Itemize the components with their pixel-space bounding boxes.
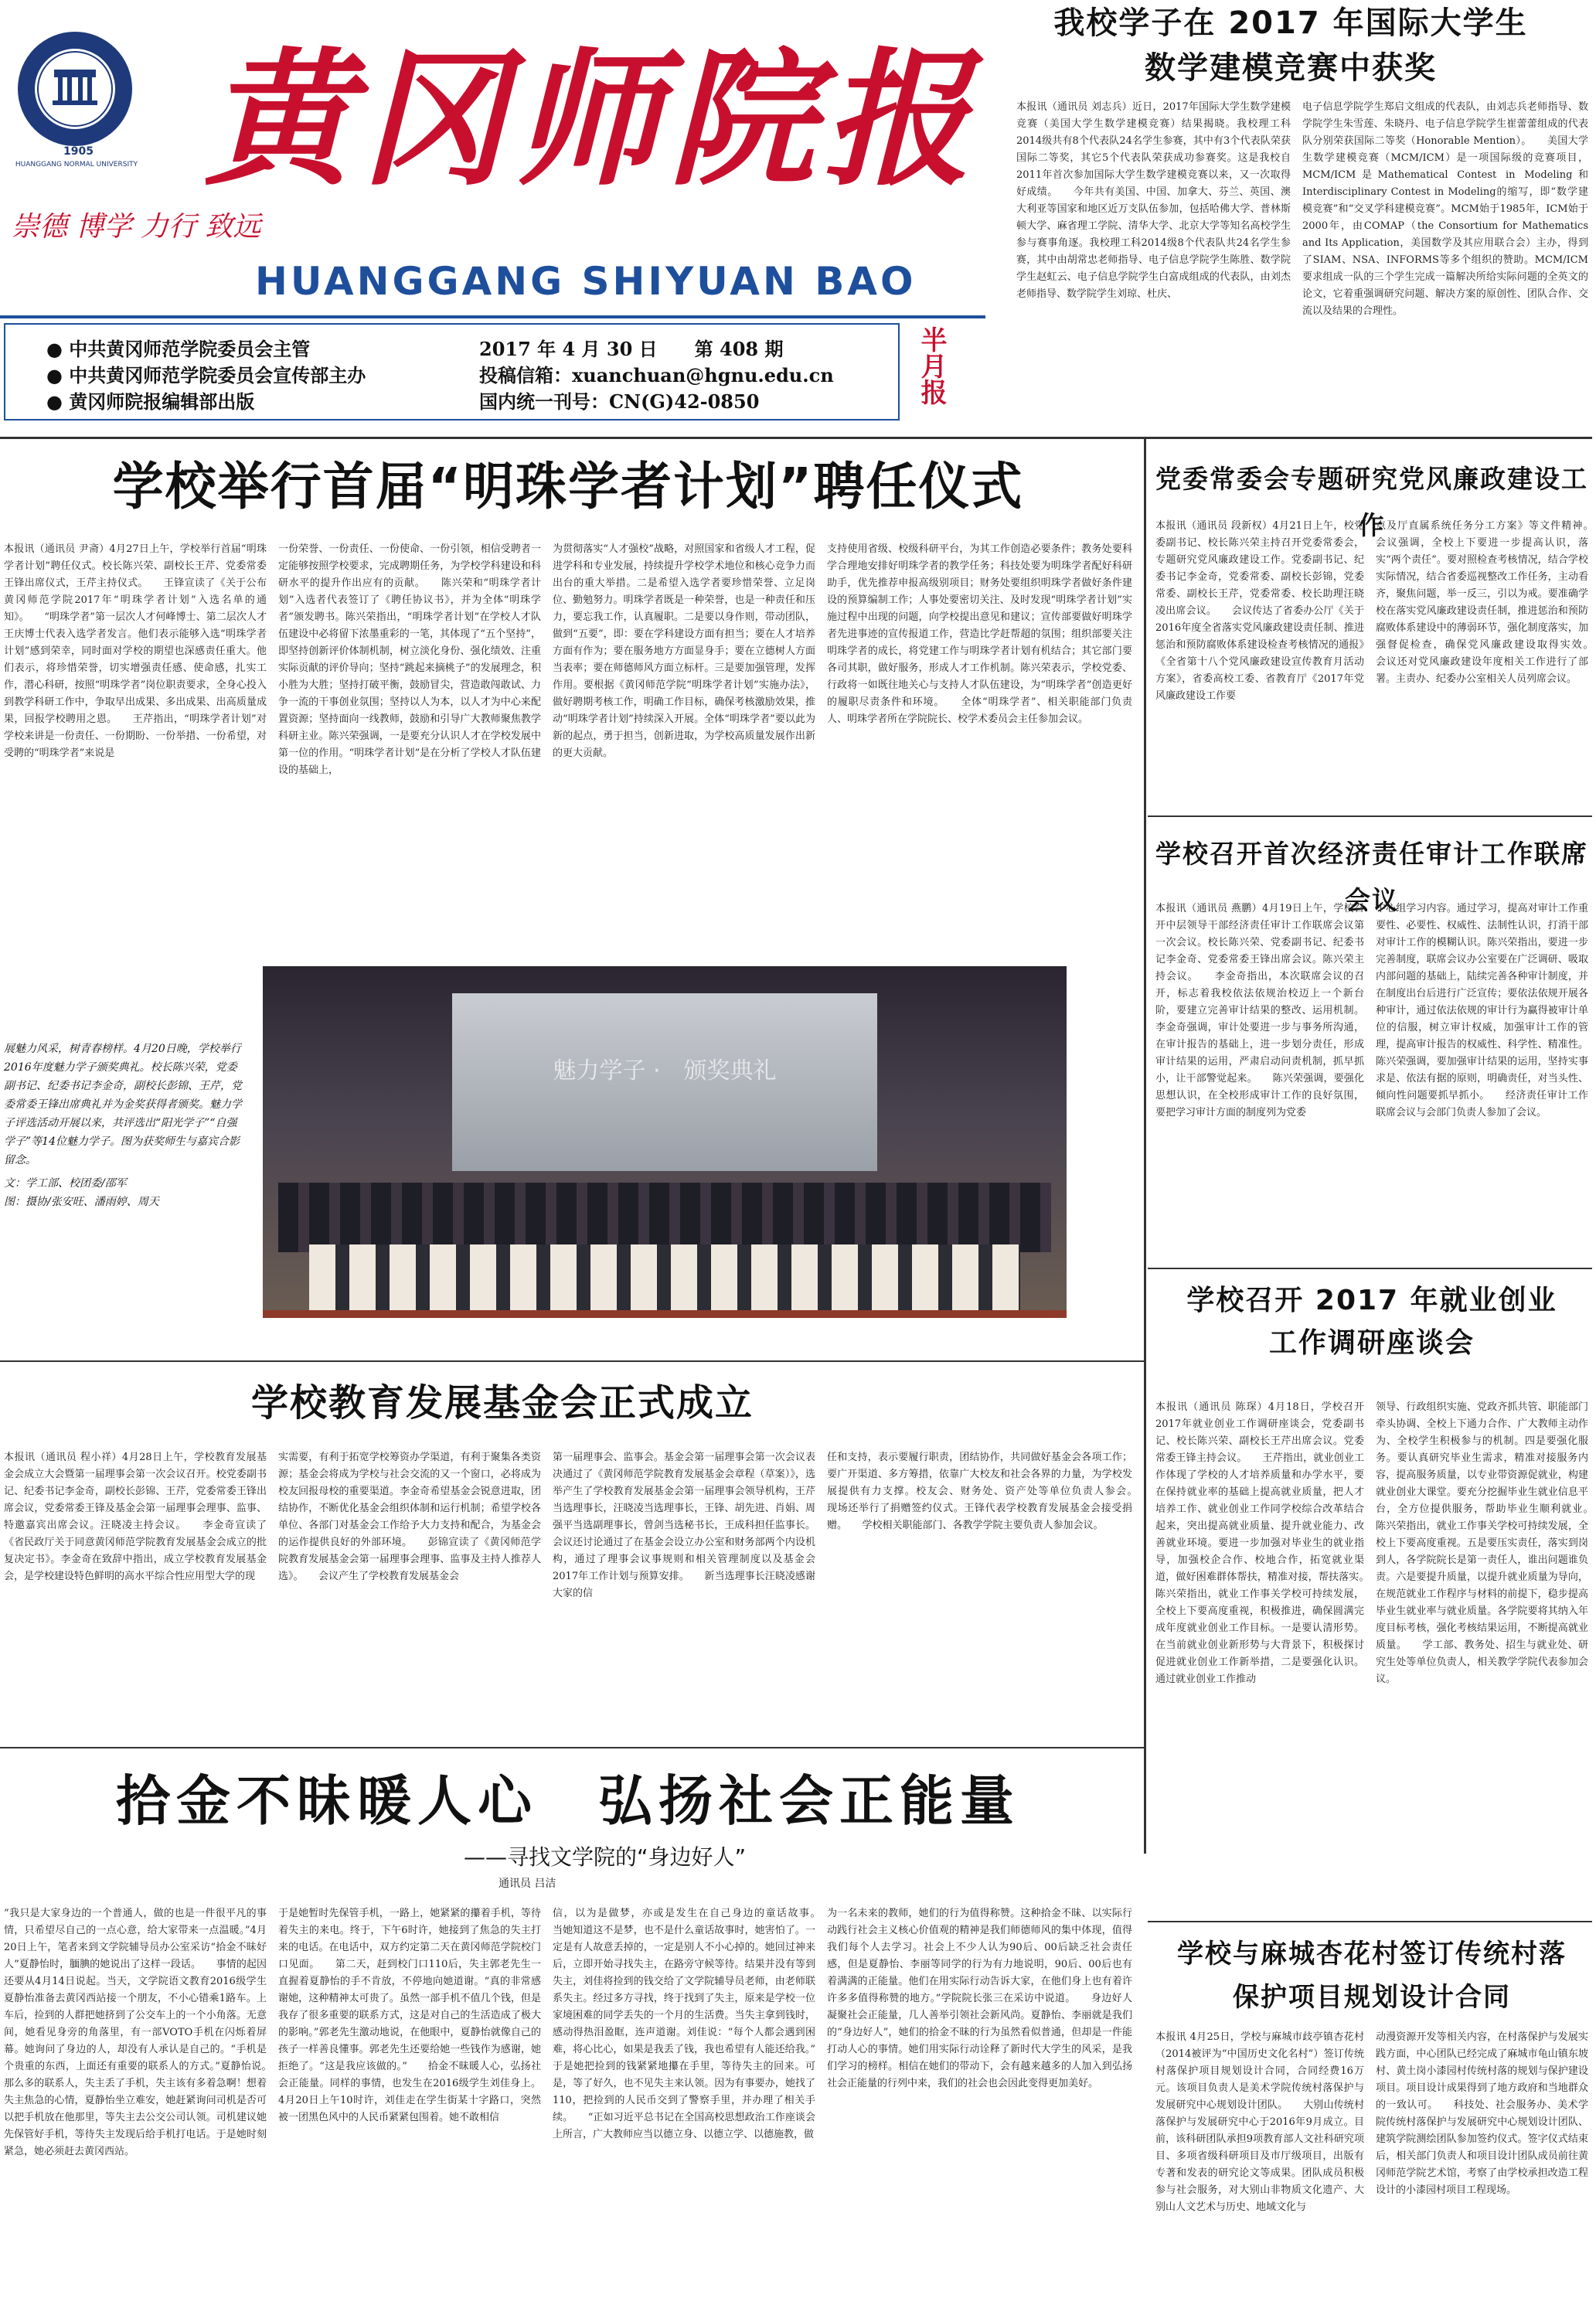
article-body-col-3: 第一届理事会、监事会。基金会第一届理事会第一次会议表决通过了《黄冈师范学院教育发展基金会章程（草案）》，选举产生了学校教育发展基金会第一届理事会领导机构，王芹当选理事长，汪晓凌当选理事长，王锋、胡先进、肖娟、周强平当选副理事长，曾剑当选秘书长，王成科担任监事长。会议还讨论通过了在基金会设立办公室和财务部两个内设机构，通过了理事会议事规则和相关管理制度以及基金会2017年工作计划与预算安排。 新当选理事长汪晓凌感谢大家的信 bbox=[553, 1452, 815, 1599]
article-title: 我校学子在 2017 年国际大学生 bbox=[1053, 5, 1528, 41]
school-motto: 崇德 博学 力行 致远 bbox=[12, 211, 261, 243]
article-body-col-1: 本报讯（通讯员 刘志兵）近日，2017年国际大学生数学建模竞赛（美国大学生数学建模竞赛）结果揭晓。我校理工科2014级共有8个代表队24名学生参赛，其中有3个代表队荣获国际二等奖，其它5个代表队荣获成功参赛奖。这是我校自2011年首次参加国际大学生数学建模竞赛以来，又一次取得好成绩。 今年共有美国、中国、加拿大、芬兰、英国、澳大利亚等国家和地区近万支队伍参加，包括哈佛大学、普林斯顿大学、麻省理工学院、清华大学、北京大学等知名高校学生参与赛事角逐。我校理工科2014级8个代表队共24名学生参赛，其中由胡常忠老师指导、电子信息学院学生陈胜、数学院学生赵虹云、电子信息学院学生白富成组成的代表队，由刘杰老师指导、数学院学生刘琼、杜庆、 bbox=[1016, 101, 1291, 300]
article-body-col-2: 中心组学习内容。通过学习，提高对审计工作重要性、必要性、权威性、法制性认识，打消干部对审计工作的模糊认识。陈兴荣指出，要进一步完善制度，联席会议办公室要在广泛调研、吸取内部问题的基础上，陆续完善各种审计制度，并在制度出台后进行广泛宣传；要依法依规开展各种审计，通过依法依规的审计行为赢得被审计单位的信服，树立审计权威，加强审计工作的管理，提高审计报告的权威性、科学性、精准性。陈兴荣强调，要加强审计结果的运用，坚持实事求是、依法有据的原则，明确责任，对当头性、倾向性问题要抓早抓小。 经济责任审计工作联席会议与会部门负责人参加了会议。 bbox=[1376, 903, 1588, 1118]
section-divider bbox=[0, 437, 1592, 439]
article-title: 学校召开 2017 年就业创业 bbox=[1186, 1285, 1557, 1316]
emblem-year: 1905 bbox=[63, 145, 94, 158]
section-divider bbox=[1148, 815, 1592, 817]
audience-row-back bbox=[278, 1183, 1051, 1252]
article-body-col-3: 信，以为是做梦，亦或是发生在自己身边的童话故事。 当她知道这不是梦，也不是什么童话故事时，她害怕了。一定是有人故意丢掉的，一定是别人不小心掉的。她回过神来后，立即开始寻找失主，在路旁守候等待。结果并没有等到失主，刘佳将捡到的钱交给了文学院辅导员老师，由老师联系失主。经过多方寻找，终于找到了失主，原来是学校一位家境困难的同学丢失的一个月的生活费。当失主拿到钱时，感动得热泪盈眶，连声道谢。刘佳说：“每个人都会遇到困难，将心比心，如果是我丢了钱，我也希望有人能还给我。” 于是她把捡到的钱紧紧地攥在手里，等待失主的回来。可是，等了好久，也不见失主来认领。因为有事要办，她找了110，把捡到的人民币交到了警察手里，并办理了相关手续。 “正如习近平总书记在全国高校思想政治工作座谈会上所言，广大教师应当以德立身、以德立学、以德施教，做 bbox=[553, 1908, 815, 2140]
article-title-line2: 工作调研座谈会 bbox=[1268, 1327, 1475, 1359]
article-title: 拾金不昧暖人心 弘扬社会正能量 bbox=[116, 1769, 1020, 1833]
photo-caption: 展魅力风采，树青春榜样。4月20日晚，学校举行2016年度魅力学子颁奖典礼。校长陈兴荣，党委副书记、纪委书记李金奇，副校长彭锦、王芹，党委常委王锋出席典礼并为金奖获得者颁奖。魅力学子评选活动开展以来，共评选出“阳光学子”“自强学子”等14位魅力学子。图为获奖师生与嘉宾合影留念。 bbox=[4, 1043, 242, 1166]
article-body-col-4: 任和支持，表示要履行职责，团结协作，共同做好基金会各项工作；要广开渠道、多方筹措，依靠广大校友和社会各界的力量，为学校发展提供有力支撑。校友会、财务处、资产处等单位负责人参会。 现场还举行了捐赠签约仪式。王锋代表学校教育发展基金会接受捐赠。 学校相关职能部门、各教学学院主要负责人参加会议。 bbox=[827, 1452, 1132, 1531]
article-math-modeling bbox=[989, 0, 1592, 441]
article-title: 学校教育发展基金会正式成立 bbox=[250, 1381, 754, 1425]
article-title-line2: 保护项目规划设计合同 bbox=[1233, 1982, 1511, 2013]
article-body-col-1: 本报讯（通讯员 程小祥）4月28日上午，学校教育发展基金会成立大会暨第一届理事会第一次会议召开。校党委副书记、纪委书记李金奇，副校长彭锦、王芹，党委常委王锋出席会议，党委常委王锋及基金会第一届理事会理事、监事、特邀嘉宾出席会议。汪晓凌主持会议。 李金奇宣读了《省民政厅关于同意黄冈师范学院教育发展基金会成立的批复决定书》。李金奇在致辞中指出，成立学校教育发展基金会，是学校建设特色鲜明的高水平综合性应用型大学的现 bbox=[4, 1452, 267, 1582]
issue-date: 2017 年 4 月 30 日 第 408 期 bbox=[479, 338, 784, 360]
section-divider bbox=[1148, 1921, 1592, 1922]
sponsor-3: ● 黄冈师院报编辑部出版 bbox=[46, 390, 255, 413]
audience-row-front bbox=[309, 1244, 1020, 1318]
stage-floor bbox=[263, 1310, 1067, 1318]
masthead bbox=[0, 0, 985, 421]
article-body-col-1: 本报讯（通讯员 尹斋）4月27日上午，学校举行首届“明珠学者计划”聘任仪式。校长陈兴荣、副校长王芹、党委常委王锋出席仪式，王芹主持仪式。 王锋宣读了《关于公布黄冈师范学院2017年“明珠学者计划”入选名单的通知》。 “明珠学者”第一层次人才何峰博士、第二层次人才王庆博士代表入选学者发言。他们表示能够入选“明珠学者计划”感到荣幸，同时面对学校的期望也深感责任重大。他们表示，将珍惜荣誉，切实增强责任感、使命感，扎实工作，潜心科研，按照“明珠学者”岗位职责要求，全身心投入到教学科研工作中，争取早出成果、多出成果、出高质量成果，回报学校聘用之恩。 王芹指出，“明珠学者计划”对学校来讲是一份责任、一份期盼、一份举措、一份希望，对受聘的“明珠学者”来说是 bbox=[4, 543, 267, 759]
section-divider bbox=[1144, 439, 1146, 1854]
article-good-samaritan-feature bbox=[0, 1751, 1136, 2303]
article-body-col-1: “我只是大家身边的一个普通人，做的也是一件很平凡的事情，只希望尽自己的一点心意，给大家带来一点温暖。”4月20日上午，笔者来到文学院辅导员办公室采访“拾金不昧好人”夏静怡时，腼腆的她说出了这样一段话。 事情的起因还要从4月14日说起。当天，文学院语文教育2016级学生夏静怡准备去黄冈西站接一个朋友，不小心错乘1路车。上车后，捡到的人群把她挤到了公交车上的一个小角落。无意间，她看见身旁的角落里，有一部VOTO手机在闪烁着屏幕。她询问了身边的人，却没有人承认是自己的。“手机是个贵重的东西，上面还有重要的联系人的方式。”夏静怡说。 那么多的联系人，失主丢了手机，失主该有多着急啊！想着失主焦急的心情，夏静怡坐立难安，她赶紧询问司机是否可以把手机放在他那里，等失主去公交公司认领。司机建议她先保管好手机，等待失主发现后给手机打电话。于是她时刻紧急，她必须赶去黄冈西站。 bbox=[4, 1908, 267, 2157]
article-body-col-2: 领导、行政组织实施、党政齐抓共管、职能部门牵头协调、全校上下通力合作、广大教师主动作为、全校学生积极参与的机制。四是要强化服务。要认真研究毕业生需求，精准对接服务内容，提高服务质量，以专业带资源促就业，构建就业创业大课堂。要充分挖掘毕业生就业信息平台，全方位提供服务，帮助毕业生顺利就业。 陈兴荣指出，就业工作事关学校可持续发展，全校上下要高度重视。五是要压实责任，落实到岗到人，各学院院长是第一责任人，谁出问题谁负责。六是要提升质量，以提升就业质量为导向，在规范就业工作程序与材料的前提下，稳步提高毕业生就业率与就业质量。各学院要将其纳入年度目标考核，强化考核结果运用，不断提高就业质量。 学工部、教务处、招生与就业处、研究生处等单位负责人，相关教学学院代表参加会议。 bbox=[1376, 1401, 1588, 1685]
sponsor-1: ● 中共黄冈师范学院委员会主管 bbox=[46, 338, 311, 360]
article-audit-meeting bbox=[1152, 823, 1592, 1264]
article-party-committee bbox=[1152, 448, 1592, 812]
article-education-fund bbox=[0, 1368, 1136, 1747]
article-title: 学校召开首次经济责任审计工作联席会议 bbox=[1155, 839, 1588, 915]
article-body-col-2: 实需要，有利于拓宽学校筹资办学渠道，有利于聚集各类资源；基金会将成为学校与社会交流的又一个窗口，必将成为校友回报母校的重要渠道。李金奇希望基金会锐意进取，团结协作，不断优化基金会组织体制和运行机制；希望学校各单位、各部门对基金会工作给予大力支持和配合，为基金会的运作提供良好的外部环境。 彭锦宣读了《黄冈师范学院教育发展基金会第一届理事会理事、监事及主持人推荐人选》。 会议产生了学校教育发展基金会 bbox=[278, 1452, 541, 1582]
article-body-col-1: 本报讯（通讯员 燕鹏）4月19日上午，学校召开中层领导干部经济责任审计工作联席会议第一次会议。校长陈兴荣、党委副书记、纪委书记李金奇、党委常委王锋出席会议。陈兴荣主持会议。 李金奇指出，本次联席会议的召开，标志着我校依法依规治校迈上一个新台阶，要建立完善审计结果的整改、运用机制。李金奇强调，审计处要进一步与事务所沟通，在审计报告的基础上，进一步划分责任，形成审计结果的运用，严肃启动问责机制，抓早抓小，让干部警觉起来。 陈兴荣强调，要强化思想认识，在全校形成审计工作的良好氛围，要把学习审计方面的制度列为党委 bbox=[1155, 903, 1364, 1118]
article-body-col-4: 为一名未来的教师，她们的行为值得称赞。这种拾金不昧、以实际行动践行社会主义核心价值观的精神是我们师德师风的集中体现，值得我们每个人去学习。社会上不少人认为90后、00后缺乏社会责任感，但是夏静怡、李丽等同学的行为有力地说明，90后、00后也有着满满的正能量。他们在用实际行动告诉大家，在他们身上也有着许许多多值得称赞的地方。”学院院长张三在采访中说道。 身边好人凝聚社会正能量，几人善举引领社会新风尚。夏静怡、李丽就是我们的“身边好人”，她们的拾金不昧的行为虽然看似普通，但却是一件能打动人心的事情。她们用实际行动诠释了新时代大学生的风采，是我们学习的榜样。相信在她们的带动下，会有越来越多的人加入到弘扬社会正能量的行列中来，我们的社会也会因此变得更加美好。 bbox=[827, 1908, 1132, 2089]
university-emblem-icon bbox=[15, 23, 135, 155]
article-body-col-1: 本报讯（通讯员 陈琛）4月18日，学校召开2017年就业创业工作调研座谈会，党委副书记、校长陈兴荣、副校长王芹出席会议。党委常委王锋主持会议。 王芹指出，就业创业工作体现了学校的人才培养质量和办学水平，要在保持就业率的基础上提高就业质量，把人才培养工作、就业创业工作同学校综合改革结合起来，突出提高就业质量、提升就业能力、改善就业环境。要进一步加强对毕业生的就业指导，加强校企合作、校地合作，拓宽就业渠道，做好困难群体帮扶，精准对接，帮扶落实。 陈兴荣指出，就业工作事关学校可持续发展，全校上下要高度重视，积极推进，确保圆满完成年度就业创业工作目标。一是要认清形势。在当前就业创业新形势与大背景下，积极探讨促进就业创业工作新举措，二是要强化认识。通过就业创业工作推动 bbox=[1155, 1401, 1364, 1685]
article-body-col-4: 支持使用省级、校级科研平台，为其工作创造必要条件；教务处要科学合理地安排好明珠学者的教学任务；科技处要为明珠学者配好科研助手，优先推荐申报高级别项目；财务处要组织明珠学者做好条件建设的预算编制工作；人事处要密切关注、及时发现“明珠学者计划”实施过程中出现的问题，向学校提出意见和建议；宣传部要做好明珠学者先进事迹的宣传报道工作，营造比学赶帮超的氛围；组织部要关注明珠学者的成长，将党建工作与明珠学者计划有机结合；其它部门要各司其职，做好服务，形成人才工作机制。陈兴荣表示，学校党委、行政将一如既往地关心与支持人才队伍建设，为“明珠学者”创造更好的履职尽责条件和环境。 全体“明珠学者”、相关职能部门负责人、明珠学者所在学院院长、校学术委员会主任参加会议。 bbox=[827, 543, 1132, 725]
photo-credit-image: 图：摄协/张安旺、潘雨婷、周天 bbox=[4, 1196, 159, 1208]
article-employment-forum bbox=[1152, 1275, 1592, 1917]
article-body-col-2: 于是她暂时先保管手机，一路上，她紧紧的攥着手机，等待着失主的来电。终于，下午6时许，她接到了焦急的失主打来的电话。在电话中，双方约定第二天在黄冈师范学院校门口见面。 第二天，赶到校门口110后，失主郭老先生一直握着夏静怡的手不肯放，不停地向她道谢。“真的非常感谢她，这种精神太可贵了。虽然一部手机不值几个钱，但是我存了很多重要的联系方式，这是对自己的生活造成了极大的影响。”郭老先生激动地说，在他眼中，夏静怡就像自己的孩子一样善良懂事。郭老先生还要给她一些钱作为感谢，她拒绝了。“这是我应该做的。” 拾金不昧暖人心，弘扬社会正能量。同样的事情，也发生在2016级学生刘佳身上。4月20日上午10时许，刘佳走在学生街某十字路口，突然被一团黑色风中的人民币紧紧包围着。她不敢相信 bbox=[278, 1908, 541, 2123]
newspaper-title: 黄冈师院报 bbox=[205, 33, 978, 206]
article-body-col-2: 电子信息学院学生郑启文组成的代表队，由刘志兵老师指导、数学院学生朱雪莲、朱晓丹、电子信息学院学生崔蕾蕾组成的代表队分别荣获国际二等奖（Honorable Mention）。 美国大学生数学建模竞赛（MCM/ICM）是一项国际级的竞赛项目，MCM/ICM是Mathematical Contest in Modeling和Interdisciplinary Contest in Modeling的缩写，即“数学建模竞赛”和“交叉学科建模竞赛”。MCM始于1985年，ICM始于2000年，由COMAP（the Consortium for Mathematics and Its Application，美国数学及其应用联合会）主办，得到了SIAM、NSA、INFORMS等多个组织的赞助。MCM/ICM要求组成一队的三个学生完成一篇解决所给实际问题的全英文的论文，它着重强调研究问题、解决方案的原创性、团队合作、交流以及结果的合理性。 bbox=[1302, 101, 1588, 317]
article-body-col-2: 动漫资源开发等相关内容，在村落保护与发展实践方面，中心团队已经完成了麻城市龟山镇东坡村、黄土岗小漆园村传统村落的规划与保护建设项目。项目设计成果得到了地方政府和当地群众的一致认可。 科技处、社会服务办、美术学院传统村落保护与发展研究中心规划设计团队、建筑学院测绘团队参加签约仪式。签字仪式结束后，相关部门负责人和项目设计团队成员前往黄冈师范学院艺术馆，考察了由学校承担改造工程设计的小漆园村项目工程现场。 bbox=[1376, 2031, 1588, 2196]
photo-caption-block bbox=[4, 1040, 251, 1333]
article-village-protection bbox=[1152, 1925, 1592, 2303]
article-byline: 通讯员 吕洁 bbox=[499, 1878, 556, 1890]
article-body-col-1: 本报讯（通讯员 段新权）4月21日上午，校党委副书记、校长陈兴荣主持召开党委常委会，专题研究党风廉政建设工作。党委副书记、纪委书记李金奇，党委常委、副校长彭锦，党委常委、副校长王芹，党委常委、校长助理汪晓凌出席会议。 会议传达了省委办公厅《关于2016年度全省落实党风廉政建设责任制、推进惩治和预防腐败体系建设检查考核情况的通报》《全省第十八个党风廉政建设宣传教育月活动方案》，省委高校工委、省教育厅《2017年党风廉政建设工作要 bbox=[1155, 520, 1364, 702]
section-divider bbox=[1148, 1268, 1592, 1269]
masthead-top-border bbox=[0, 315, 985, 318]
frequency-label: 半月报 bbox=[916, 326, 947, 405]
article-title: 党委常委会专题研究党风廉政建设工作 bbox=[1155, 464, 1588, 540]
stage-banner: 魅力学子 · 颁奖典礼 bbox=[553, 1057, 777, 1084]
submission-email: 投稿信箱：xuanchuan@hgnu.edu.cn bbox=[479, 364, 834, 386]
group-photo bbox=[263, 966, 1067, 1318]
photo-credit-text: 文：学工部、校团委/邵军 bbox=[4, 1177, 127, 1190]
section-divider bbox=[0, 1747, 1144, 1748]
article-title: 学校举行首届“明珠学者计划”聘任仪式 bbox=[112, 457, 1024, 516]
sponsor-2: ● 中共黄冈师范学院委员会宣传部主办 bbox=[46, 364, 366, 386]
article-title-line2: 数学建模竞赛中获奖 bbox=[1145, 50, 1437, 86]
article-body-col-2: 点及厅直属系统任务分工方案》等文件精神。 会议强调，全校上下要进一步提高认识，落实“两个责任”。要对照检查考核情况，结合学校实际情况，结合省委巡视整改工作任务，主动看齐，聚焦问题，举一反三，引以为戒。要准确学校在落实党风廉政建设责任制，推进惩治和预防腐败体系建设中的薄弱环节，强化制度落实，加强督促检查，确保党风廉政建设取得实效。 会议还对党风廉政建设年度相关工作进行了部署。主责办、纪委办公室相关人员列席会议。 bbox=[1376, 520, 1588, 685]
emblem-english-name: HUANGGANG NORMAL UNIVERSITY bbox=[15, 161, 138, 169]
article-body-col-1: 本报讯 4月25日，学校与麻城市歧亭镇杏花村（2014被评为“中国历史文化名村”）签订传统村落保护项目规划设计合同，合同经费16万元。该项目负责人是美术学院传统村落保护与发展研究中心规划设计团队。 大别山传统村落保护与发展研究中心于2016年9月成立。目前，该科研团队承担9项教育部人文社科研究项目、多项省级科研项目及市厅级项目，出版有专著和发表的研究论文等成果。团队成员积极参与社会服务，对大别山非物质文化遗产、大别山人文艺术与历史、地域文化与 bbox=[1155, 2031, 1364, 2213]
article-body-col-3: 为贯彻落实“人才强校”战略，对照国家和省级人才工程，促进学科和专业发展，持续提升学校学术地位和核心竞争力而出台的重大举措。二是希望入选学者要珍惜荣誉、立足岗位、勤勉努力。明珠学者既是一种荣誉，也是一种责任和压力，要忘我工作，认真履职。二是要以身作则，带动团队，做到“五要”，即：要在学科建设方面有担当；要在人才培养方面有作为；要在服务地方方面显身手；要在立德树人方面当表率；要在师德师风方面立标杆。三是要加强管理，发挥作用。要根据《黄冈师范学院“明珠学者计划”实施办法》，做好聘期考核工作，明确工作目标，确保考核激励效果，推动“明珠学者计划”持续深入开展。全体“明珠学者”要以此为新的起点，勇于担当，创新进取，为学校高质量发展作出新的更大贡献。 bbox=[553, 543, 815, 759]
publication-code: 国内统一刊号：CN(G)42-0850 bbox=[479, 390, 760, 413]
section-divider bbox=[0, 1360, 1144, 1362]
article-body-col-2: 一份荣誉、一份责任、一份使命、一份引领，相信受聘者一定能够按照学校要求，完成聘期任务，为学校学科建设和科研水平的提升作出应有的贡献。 陈兴荣和“明珠学者计划”入选者代表签订了《聘任协议书》，并为全体“明珠学者”颁发聘书。陈兴荣指出，“明珠学者计划”在学校人才队伍建设中必将留下浓墨重彩的一笔，其体现了“五个坚持”，即坚持创新评价体制机制，树立淡化身份、强化绩效、注重实际贡献的评价导向；坚持“跳起来摘桃子”的发展理念，积小胜为大胜；坚持打破平衡，鼓励冒尖，营造敢闯敢试、力争一流的干事创业氛围；坚持以人为本，以人才为中心来配置资源；坚持面向一线教师，鼓励和引导广大教师聚焦教学科研主业。陈兴荣强调，一是要充分认识人才在学校发展中第一位的作用。“明珠学者计划”是在分析了学校人才队伍建设的基础上， bbox=[278, 543, 541, 776]
newspaper-title-pinyin: HUANGGANG SHIYUAN BAO bbox=[255, 259, 917, 304]
article-subtitle: ——寻找文学院的“身边好人” bbox=[464, 1844, 747, 1870]
article-title: 学校与麻城杏花村签订传统村落 bbox=[1177, 1939, 1567, 1970]
article-pearl-scholar bbox=[0, 448, 1136, 943]
